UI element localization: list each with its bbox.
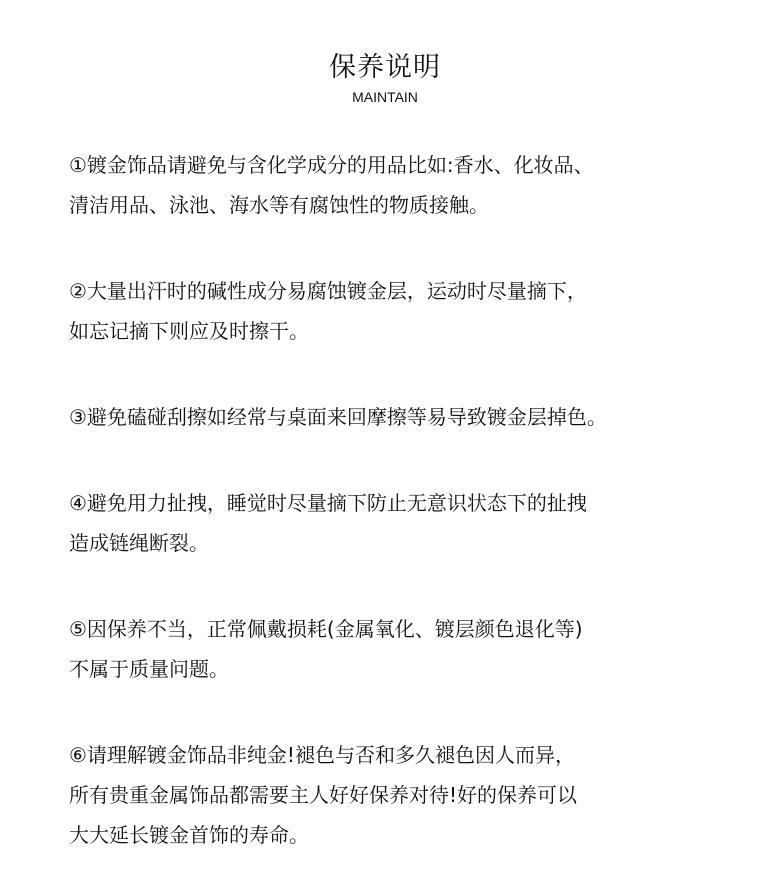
instruction-line: 清洁用品、泳池、海水等有腐蚀性的物质接触。 [69, 193, 489, 217]
instruction-item-3 [69, 397, 749, 437]
instruction-line: ①镀金饰品请避免与含化学成分的用品比如:香水、化妆品、 [69, 153, 594, 177]
instruction-line: ③避免磕碰刮擦如经常与桌面来回摩擦等易导致镀金层掉色。 [69, 405, 607, 429]
instruction-line: 大大延长镀金首饰的寿命。 [69, 823, 309, 847]
page-title: 保养说明 [329, 52, 441, 83]
maintenance-instructions [69, 145, 749, 855]
instruction-line: ④避免用力扯拽，睡觉时尽量摘下防止无意识状态下的扯拽 [69, 491, 587, 515]
instruction-item-1 [69, 145, 749, 225]
instruction-item-5 [69, 609, 749, 689]
instruction-item-2 [69, 271, 749, 351]
instruction-item-6 [69, 735, 749, 855]
instruction-line: 不属于质量问题。 [69, 657, 229, 681]
instruction-line: 造成链绳断裂。 [69, 531, 209, 555]
instruction-line: 所有贵重金属饰品都需要主人好好保养对待!好的保养可以 [69, 783, 578, 807]
instruction-item-4 [69, 483, 749, 563]
instruction-line: 如忘记摘下则应及时擦干。 [69, 319, 309, 343]
instruction-line: ⑤因保养不当，正常佩戴损耗(金属氧化、镀层颜色退化等) [69, 617, 583, 641]
page-header [0, 50, 770, 106]
page-subtitle: MAINTAIN [352, 89, 418, 105]
instruction-line: ②大量出汗时的碱性成分易腐蚀镀金层，运动时尽量摘下， [69, 279, 587, 303]
instruction-line: ⑥请理解镀金饰品非纯金!褪色与否和多久褪色因人而异， [69, 743, 575, 767]
